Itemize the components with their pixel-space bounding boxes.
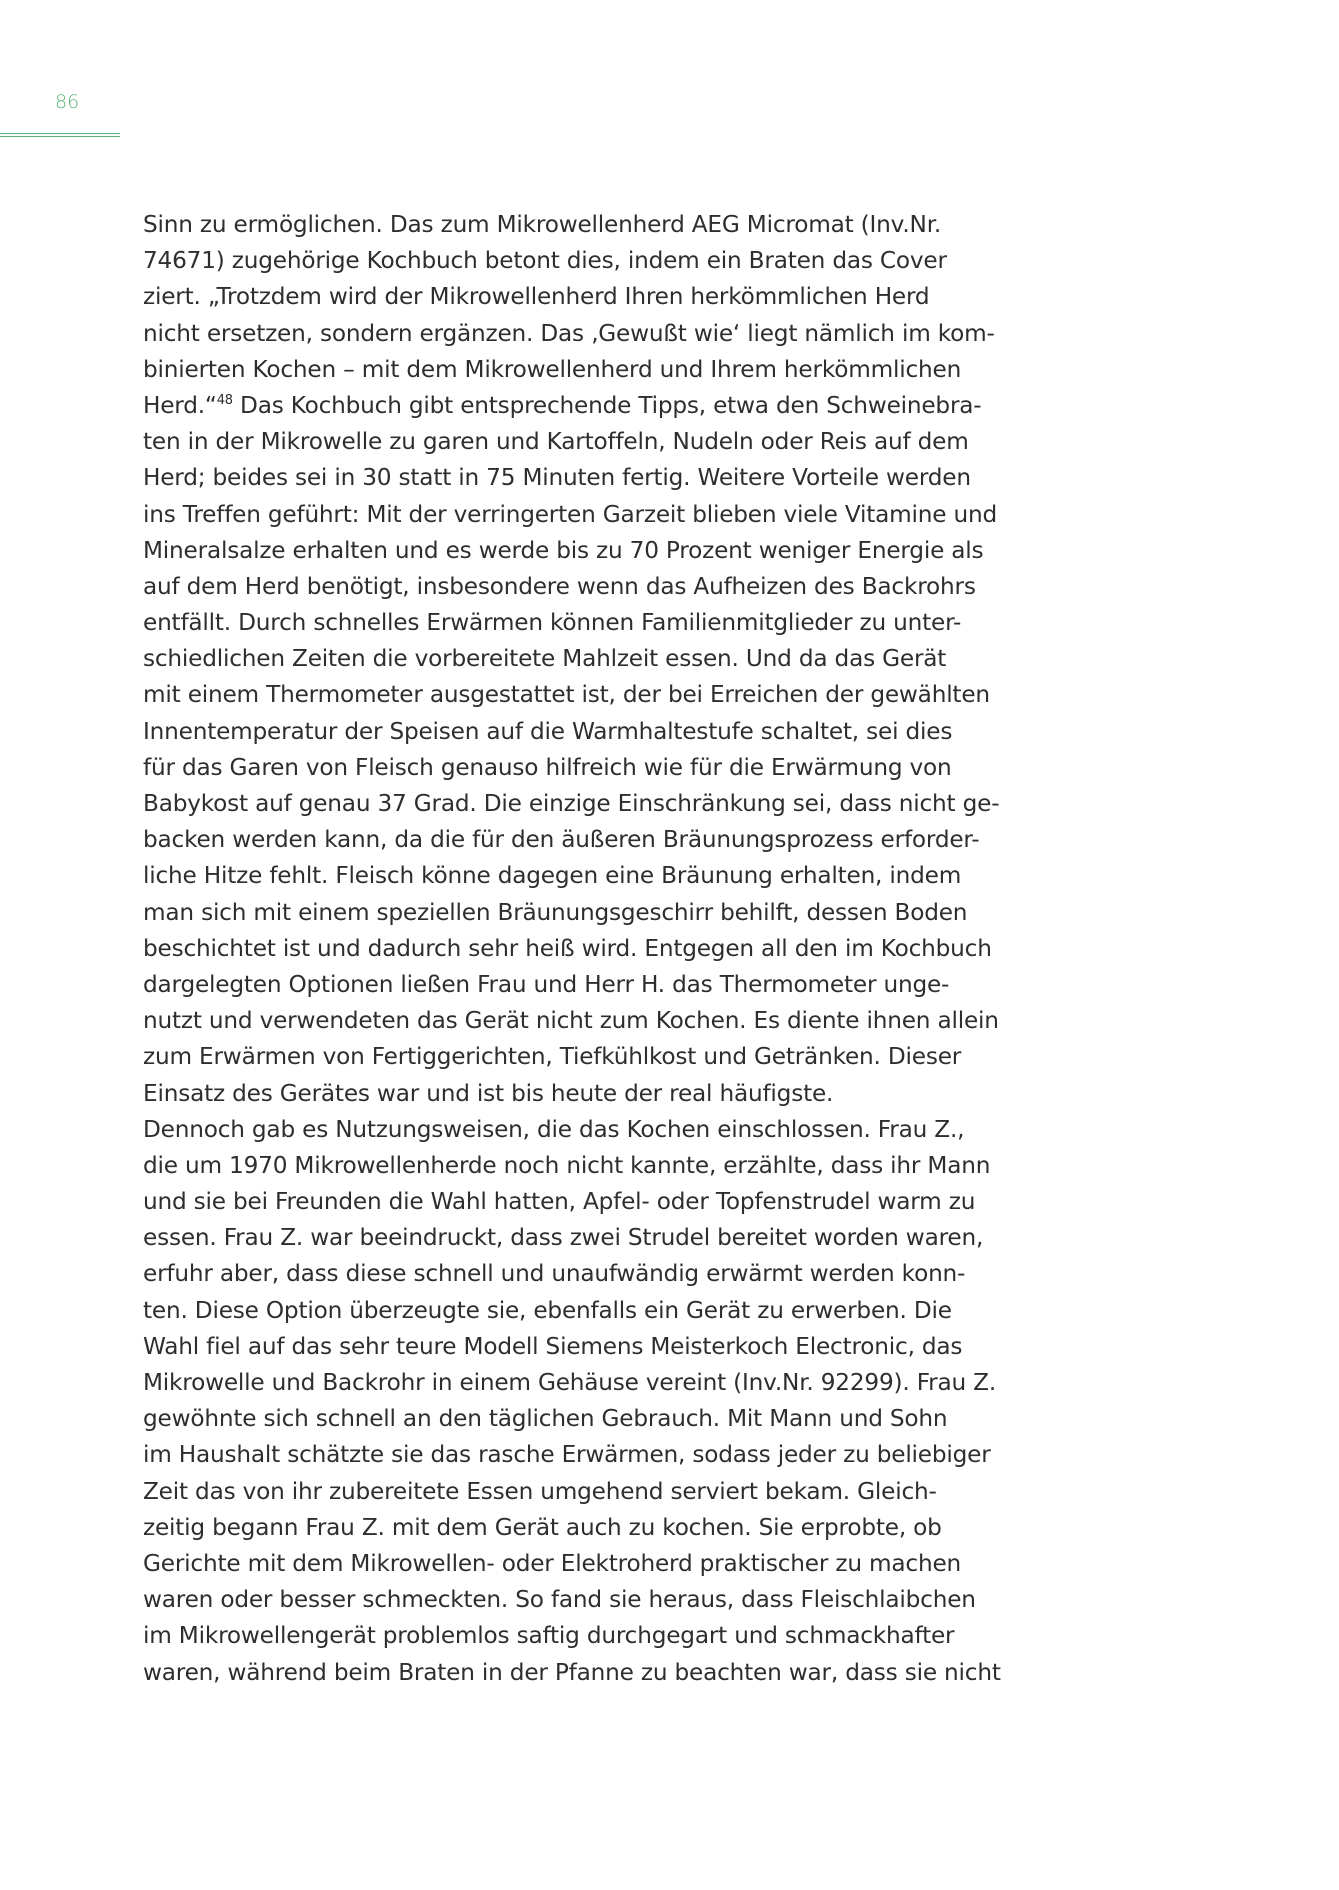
text-line: zeitig begann Frau Z. mit dem Gerät auch zu kochen. Sie erprobte, ob [143,1513,942,1541]
text-line: gewöhnte sich schnell an den täglichen Gebrauch. Mit Mann und Sohn [143,1405,948,1433]
text-line: waren, während beim Braten in der Pfanne zu beachten war, dass sie nicht [143,1658,1001,1686]
text-line: für das Garen von Fleisch genauso hilfreich wie für die Erwärmung von [143,753,952,781]
text-line: dargelegten Optionen ließen Frau und Herr H. das Thermometer unge- [143,970,950,998]
text-line: beschichtet ist und dadurch sehr heiß wird. Entgegen all den im Kochbuch [143,934,992,962]
header-rule-top [0,133,120,134]
text-line: die um 1970 Mikrowellenherde noch nicht kannte, erzählte, dass ihr Mann [143,1151,991,1179]
page-number: 86 [55,91,80,113]
footnote-ref: 48 [216,392,233,408]
text-line: Herd; beides sei in 30 statt in 75 Minuten fertig. Weitere Vorteile werden [143,464,971,492]
text-line: ziert. „Trotzdem wird der Mikrowellenherd Ihren herkömmlichen Herd [143,283,930,311]
text-line: ins Treffen geführt: Mit der verringerten Garzeit blieben viele Vitamine und [143,500,998,528]
text-line: liche Hitze fehlt. Fleisch könne dagegen eine Bräunung erhalten, indem [143,862,962,890]
text-line: im Mikrowellengerät problemlos saftig durchgegart und schmackhafter [143,1622,955,1650]
text-line: Zeit das von ihr zubereitete Essen umgehend serviert bekam. Gleich- [143,1477,937,1505]
text-segment: Das Kochbuch gibt entsprechende Tipps, etwa den Schweinebra- [232,391,982,419]
text-line: entfällt. Durch schnelles Erwärmen können Familienmitglieder zu unter- [143,609,962,637]
text-line [143,388,1043,424]
text-line: Babykost auf genau 37 Grad. Die einzige Einschränkung sei, dass nicht ge- [143,790,1000,817]
text-line: waren oder besser schmeckten. So fand sie heraus, dass Fleischlaibchen [143,1586,976,1614]
text-line: Innentemperatur der Speisen auf die Warmhaltestufe schaltet, sei dies [143,717,953,745]
text-line: schiedlichen Zeiten die vorbereitete Mahlzeit essen. Und da das Gerät [143,645,947,673]
text-line: nicht ersetzen, sondern ergänzen. Das ‚Gewußt wie‘ liegt nämlich im kom- [143,319,995,347]
text-line: man sich mit einem speziellen Bräunungsgeschirr behilft, dessen Boden [143,898,968,926]
text-line: Sinn zu ermöglichen. Das zum Mikrowellenherd AEG Micromat (Inv.Nr. [143,211,942,238]
text-line: mit einem Thermometer ausgestattet ist, der bei Erreichen der gewählten [143,681,990,709]
text-line: nutzt und verwendeten das Gerät nicht zum Kochen. Es diente ihnen allein [143,1007,999,1035]
body-text [143,207,1043,1691]
header-rule-bottom [0,136,120,137]
text-line: ten. Diese Option überzeugte sie, ebenfalls ein Gerät zu erwerben. Die [143,1296,952,1324]
text-line: 74671) zugehörige Kochbuch betont dies, indem ein Braten das Cover [143,247,947,275]
text-line: Dennoch gab es Nutzungsweisen, die das Kochen einschlossen. Frau Z., [143,1115,965,1143]
text-line: Gerichte mit dem Mikrowellen- oder Elektroherd praktischer zu machen [143,1549,962,1577]
text-line: erfuhr aber, dass diese schnell und unaufwändig erwärmt werden konn- [143,1260,966,1288]
text-line: im Haushalt schätzte sie das rasche Erwärmen, sodass jeder zu beliebiger [143,1441,991,1469]
text-line: und sie bei Freunden die Wahl hatten, Apfel- oder Topfenstrudel warm zu [143,1188,976,1216]
text-line: Mikrowelle und Backrohr in einem Gehäuse vereint (Inv.Nr. 92299). Frau Z. [143,1369,997,1396]
text-line: essen. Frau Z. war beeindruckt, dass zwei Strudel bereitet worden waren, [143,1224,984,1252]
text-line: binierten Kochen – mit dem Mikrowellenherd und Ihrem herkömmlichen [143,355,962,383]
text-line: Einsatz des Gerätes war und ist bis heute der real häufigste. [143,1079,834,1107]
text-line: ten in der Mikrowelle zu garen und Kartoffeln, Nudeln oder Reis auf dem [143,428,969,456]
text-line: auf dem Herd benötigt, insbesondere wenn das Aufheizen des Backrohrs [143,572,976,600]
text-line: zum Erwärmen von Fertiggerichten, Tiefkühlkost und Getränken. Dieser [143,1043,962,1071]
text-line: Mineralsalze erhalten und es werde bis zu 70 Prozent weniger Energie als [143,536,984,564]
text-line: Wahl fiel auf das sehr teure Modell Siemens Meisterkoch Electronic, das [143,1332,963,1360]
text-line: backen werden kann, da die für den äußeren Bräunungsprozess erforder- [143,826,980,854]
text-segment: Herd.“ [143,391,217,419]
